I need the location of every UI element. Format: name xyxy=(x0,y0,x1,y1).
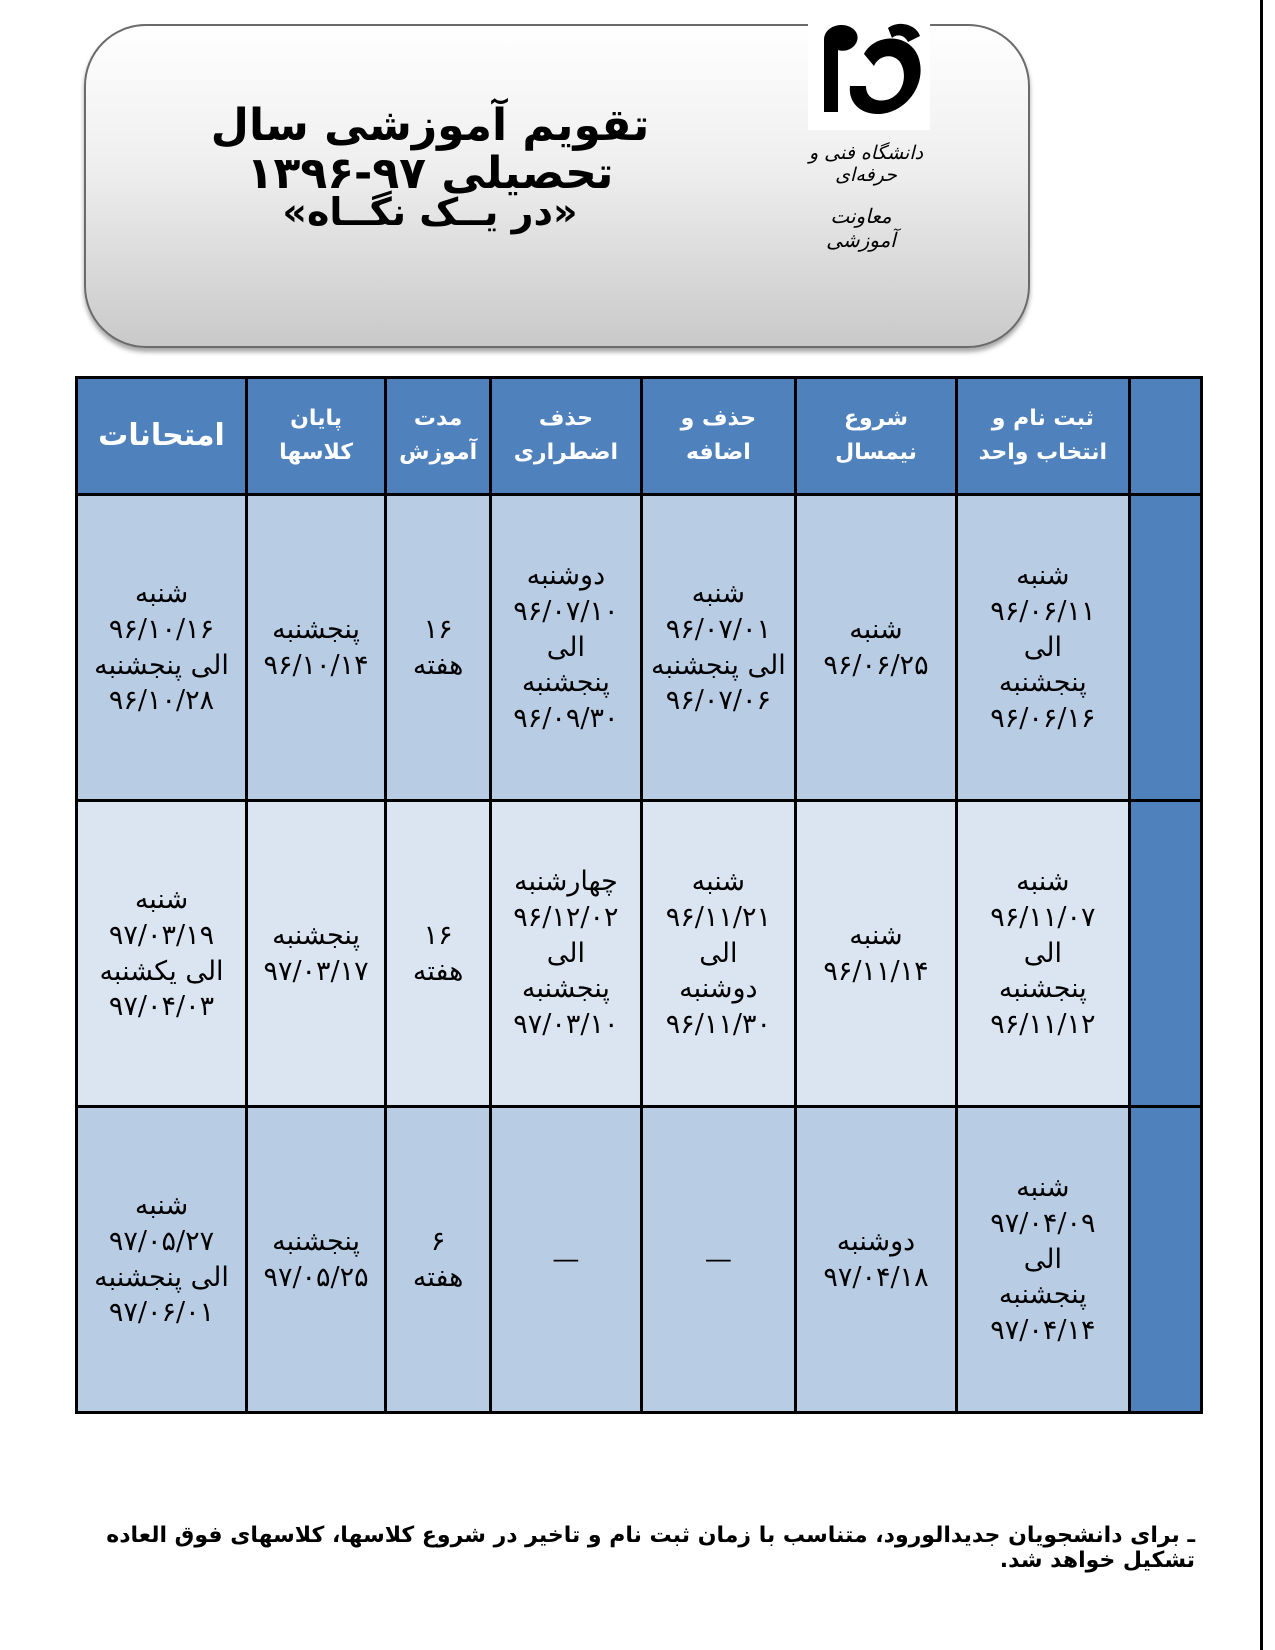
column-header-semester-start: شروع نیمسال xyxy=(796,378,957,495)
emergency-drop-cell: دوشنبه ۹۶/۰۷/۱۰ الی پنجشنبه ۹۶/۰۹/۳۰ xyxy=(491,495,641,801)
table-row xyxy=(77,495,1202,801)
emergency-drop-cell: چهارشنبه ۹۶/۱۲/۰۲ الی پنجشنبه ۹۷/۰۳/۱۰ xyxy=(491,801,641,1107)
table-header-row xyxy=(77,378,1202,495)
semester-start-cell: دوشنبه ۹۷/۰۴/۱۸ xyxy=(796,1107,957,1413)
add-drop-cell: شنبه ۹۶/۱۱/۲۱ الی دوشنبه ۹۶/۱۱/۳۰ xyxy=(641,801,796,1107)
department-name: معاونت آموزشی xyxy=(826,204,896,252)
column-header-registration: ثبت نام و انتخاب واحد xyxy=(956,378,1129,495)
exams-cell: شنبه ۹۷/۰۵/۲۷ الی پنجشنبه ۹۷/۰۶/۰۱ xyxy=(77,1107,247,1413)
table-row xyxy=(77,801,1202,1107)
academic-calendar-table xyxy=(75,376,1203,1414)
semester-start-cell: شنبه ۹۶/۱۱/۱۴ xyxy=(796,801,957,1107)
page-edge-rule xyxy=(1260,0,1263,1650)
column-header-add-drop: حذف و اضافه xyxy=(641,378,796,495)
emergency-drop-cell: — xyxy=(491,1107,641,1413)
row-stub-cell xyxy=(1129,495,1201,801)
add-drop-cell: — xyxy=(641,1107,796,1413)
row-stub-cell xyxy=(1129,1107,1201,1413)
column-header-exams: امتحانات xyxy=(77,378,247,495)
registration-cell: شنبه ۹۶/۰۶/۱۱ الی پنجشنبه ۹۶/۰۶/۱۶ xyxy=(956,495,1129,801)
row-stub-cell xyxy=(1129,801,1201,1107)
column-header-classes-end: پایان کلاسها xyxy=(247,378,386,495)
classes-end-cell: پنجشنبه ۹۷/۰۵/۲۵ xyxy=(247,1107,386,1413)
page-title: تقویم آموزشی سال تحصیلی ۹۷-۱۳۹۶ xyxy=(210,100,650,200)
add-drop-cell: شنبه ۹۶/۰۷/۰۱ الی پنجشنبه ۹۶/۰۷/۰۶ xyxy=(641,495,796,801)
registration-cell: شنبه ۹۶/۱۱/۰۷ الی پنجشنبه ۹۶/۱۱/۱۲ xyxy=(956,801,1129,1107)
exams-cell: شنبه ۹۷/۰۳/۱۹ الی یکشنبه ۹۷/۰۴/۰۳ xyxy=(77,801,247,1107)
university-logo-icon xyxy=(808,20,930,130)
page-subtitle: «در یــک نگــاه» xyxy=(282,190,578,234)
header-stub-cell xyxy=(1129,378,1201,495)
semester-start-cell: شنبه ۹۶/۰۶/۲۵ xyxy=(796,495,957,801)
university-name: دانشگاه فنی و حرفه‌ای xyxy=(808,142,924,186)
classes-end-cell: پنجشنبه ۹۶/۱۰/۱۴ xyxy=(247,495,386,801)
duration-cell: ۱۶ هفته xyxy=(386,801,491,1107)
registration-cell: شنبه ۹۷/۰۴/۰۹ الی پنجشنبه ۹۷/۰۴/۱۴ xyxy=(956,1107,1129,1413)
column-header-emergency-drop: حذف اضطراری xyxy=(491,378,641,495)
duration-cell: ۶ هفته xyxy=(386,1107,491,1413)
duration-cell: ۱۶ هفته xyxy=(386,495,491,801)
column-header-duration: مدت آموزش xyxy=(386,378,491,495)
footnote: ـ برای دانشجویان جدیدالورود، متناسب با زمان ثبت نام و تاخیر در شروع کلاسها، کلاسهای فوق العاده تشکیل خواهد شد. xyxy=(106,1523,1195,1573)
table-row xyxy=(77,1107,1202,1413)
exams-cell: شنبه ۹۶/۱۰/۱۶ الی پنجشنبه ۹۶/۱۰/۲۸ xyxy=(77,495,247,801)
classes-end-cell: پنجشنبه ۹۷/۰۳/۱۷ xyxy=(247,801,386,1107)
